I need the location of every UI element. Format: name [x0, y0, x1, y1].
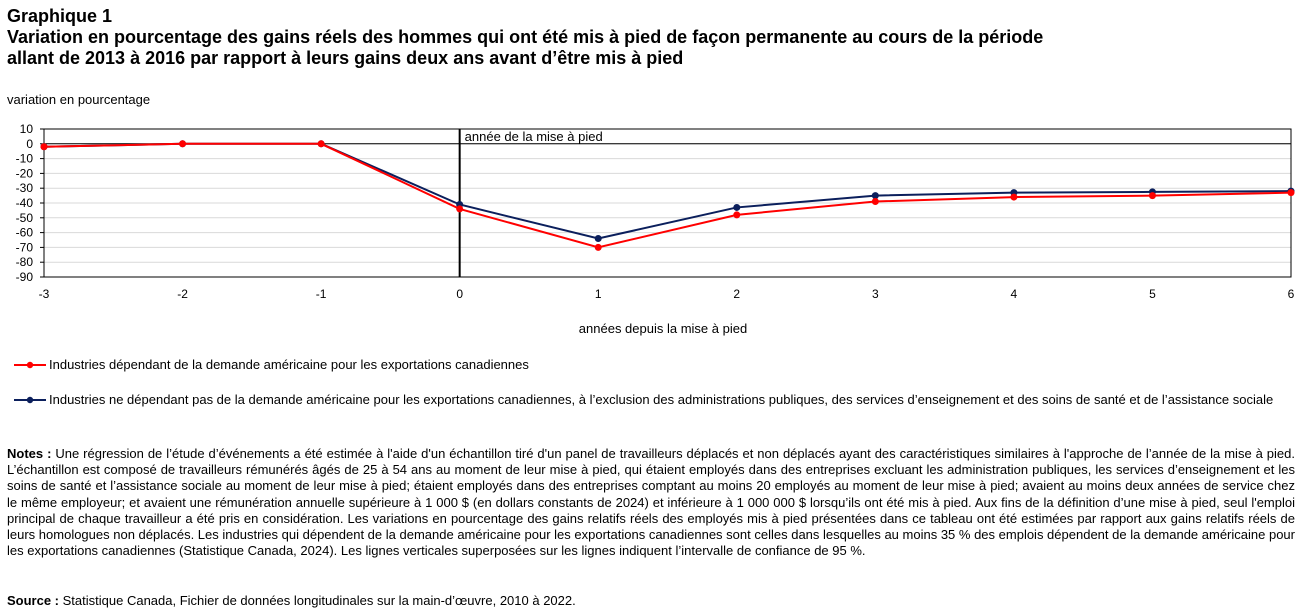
y-tick-label: -60 [15, 225, 33, 240]
x-axis-label: années depuis la mise à pied [578, 321, 748, 336]
y-tick-label: -10 [15, 151, 33, 166]
legend-label: Industries ne dépendant pas de la demande américaine pour les exportations canadiennes, à l’exclusion des administrations publiques, des services d’enseignement et des soins de santé et de l’assistance sociale [49, 392, 1274, 407]
chart-title-line-1: Variation en pourcentage des gains réels des hommes qui ont été mis à pied de façon permanente au cours de la période [7, 27, 1044, 47]
y-tick-label: -30 [15, 181, 33, 196]
legend-label: Industries dépendant de la demande américaine pour les exportations canadiennes [49, 357, 529, 372]
y-tick-label: -80 [15, 255, 33, 270]
y-tick-label: 0 [26, 136, 33, 151]
data-point [456, 205, 463, 212]
y-tick-label: -70 [15, 240, 33, 255]
data-point [179, 140, 186, 147]
data-point [1010, 194, 1017, 201]
x-tick-label: -3 [38, 287, 50, 301]
y-axis-label: variation en pourcentage [7, 92, 151, 107]
source-label: Source : [7, 593, 60, 608]
x-tick-label: 0 [456, 287, 464, 301]
y-tick-label: 10 [19, 122, 33, 136]
source-text: Statistique Canada, Fichier de données longitudinales sur la main-d’œuvre, 2010 à 2022. [62, 593, 576, 608]
y-tick-label: -50 [15, 210, 33, 225]
y-tick-label: -90 [15, 270, 33, 284]
data-point [1288, 189, 1295, 196]
data-point [872, 198, 879, 205]
data-point [595, 244, 602, 251]
x-tick-label: 6 [1287, 287, 1295, 301]
y-tick-label: -20 [15, 166, 33, 181]
legend-swatch-red [12, 356, 48, 373]
data-point [1149, 192, 1156, 199]
y-tick-label: -40 [15, 196, 33, 210]
x-tick-label: -2 [177, 287, 188, 301]
x-tick-label: -1 [315, 287, 327, 301]
data-point [41, 143, 48, 150]
series-line-0 [44, 144, 1291, 248]
annotation-label: année de la mise à pied [464, 129, 603, 144]
x-tick-label: 4 [1010, 287, 1018, 301]
x-tick-label: 3 [871, 287, 879, 301]
chart-title-line-2: allant de 2013 à 2016 par rapport à leurs gains deux ans avant d’être mis à pied [7, 48, 684, 68]
source [7, 593, 576, 608]
x-tick-label: 2 [733, 287, 741, 301]
data-point [733, 211, 740, 218]
data-point [595, 235, 602, 242]
notes [7, 446, 1295, 559]
data-point [318, 140, 325, 147]
x-tick-label: 1 [594, 287, 602, 301]
series-line-1 [44, 144, 1291, 239]
notes-label: Notes : [7, 446, 52, 461]
notes-text: Une régression de l’étude d’événements a été estimée à l'aide d'un échantillon tiré d'un panel de travailleurs déplacés et non déplacés ayant des caractéristiques similaires à l'approche de l’année de la mise à pied. L’échantillon est composé de travailleurs rémunérés âgés de 25 à 54 ans au moment de leur mise à pied, qui étaient employés dans des entreprises excluant les administration publiques, les services d’enseignement et les soins de santé et l’assistance sociale au moment de leur mise à pied; étaient employés dans des entreprises comptant au moins 20 employés au moment de leur mise à pied; avaient au moins deux années de service chez le même employeur; et avaient une rémunération annuelle supérieure à 1 000 $ (en dollars constants de 2024) et inférieure à 1 000 000 $ lorsqu’ils ont été mis à pied. Aux fins de la définition d’une mise à pied, seul l'emploi principal de chaque travailleur a été pris en considération. Les variations en pourcentage des gains relatifs réels des employés mis à pied présentées dans ce tableau ont été estimées par rapport aux gains relatifs réels de leurs homologues non déplacés. Les industries qui dépendent de la demande américaine pour les exportations canadiennes sont celles dans lesquelles au moins 35 % des emplois dépendent de la demande américaine pour les exportations canadiennes (Statistique Canada, 2024). Les lignes verticales superposées sur les lignes indiquent l’intervalle de confiance de 95 %. [7, 446, 1296, 559]
x-tick-label: 5 [1149, 287, 1156, 301]
graph-number: Graphique 1 [7, 6, 113, 26]
data-point [733, 204, 740, 211]
legend-swatch-navy [12, 391, 48, 408]
